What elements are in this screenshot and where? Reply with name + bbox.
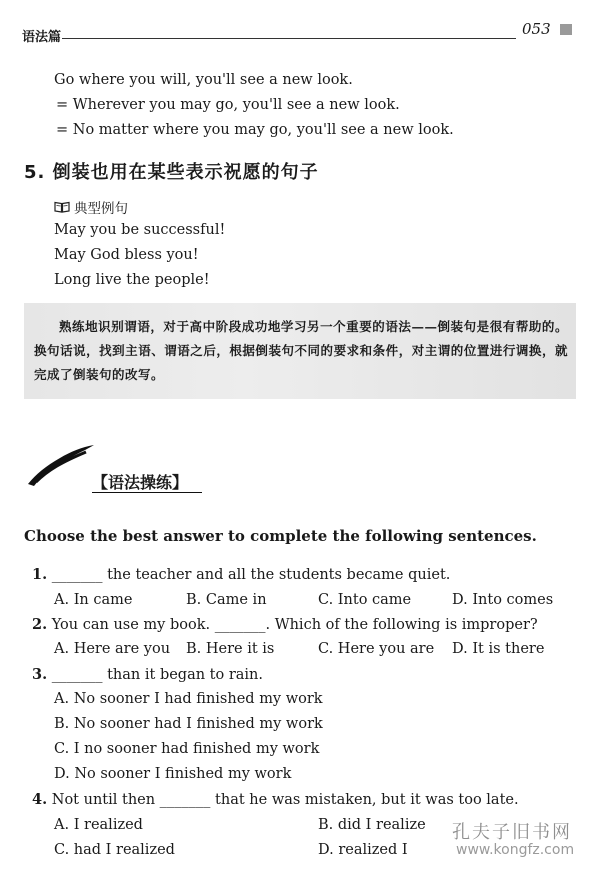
option: C. Into came xyxy=(318,592,412,608)
practice-title: 【语法操练】 xyxy=(92,473,189,492)
example-label-text: 典型例句 xyxy=(74,201,128,217)
question-text: _______ the teacher and all the students became quiet. xyxy=(51,567,451,583)
question xyxy=(32,791,519,809)
question-text: Not until then _______ that he was mistaken, but it was too late. xyxy=(51,792,519,808)
page-number: 053 xyxy=(522,20,551,38)
option: C. had I realized xyxy=(54,842,175,858)
question-number: 3. xyxy=(32,666,48,683)
option: B. Here it is xyxy=(186,641,275,657)
question xyxy=(32,616,538,634)
page-marker-block xyxy=(560,24,572,35)
tip-text: 熟练地识别谓语，对于高中阶段成功地学习另一个重要的语法——倒装句是很有帮助的。换句话说，找到主语、谓语之后，根据倒装句不同的要求和条件，对主谓的位置进行调换，就完成了倒装句的改写。 xyxy=(34,319,568,382)
option: B. Came in xyxy=(186,592,267,608)
question-number: 4. xyxy=(32,791,48,808)
section-title: 5. 倒装也用在某些表示祝愿的句子 xyxy=(24,162,319,183)
option: B. did I realize xyxy=(318,817,426,833)
option: C. Here you are xyxy=(318,641,435,657)
option: B. No sooner had I finished my work xyxy=(54,716,323,732)
watermark-url: www.kongfz.com xyxy=(456,842,575,858)
wish-example: May God bless you! xyxy=(54,247,199,263)
header-rule xyxy=(62,38,516,39)
question xyxy=(32,666,263,684)
question xyxy=(32,566,450,584)
question-number: 2. xyxy=(32,616,48,633)
option: D. It is there xyxy=(452,641,545,657)
wish-example: May you be successful! xyxy=(54,222,226,238)
watermark-text: 孔夫子旧书网 xyxy=(452,822,572,843)
example-line: Go where you will, you'll see a new look. xyxy=(54,72,353,88)
question-number: 1. xyxy=(32,566,48,583)
question-text: You can use my book. _______. Which of the following is improper? xyxy=(51,617,538,633)
practice-title-rule xyxy=(92,492,202,493)
option: C. I no sooner had finished my work xyxy=(54,741,320,757)
option: D. realized I xyxy=(318,842,408,858)
example-line: = Wherever you may go, you'll see a new look. xyxy=(56,97,400,113)
book-icon xyxy=(54,201,70,213)
wish-example: Long live the people! xyxy=(54,272,210,288)
example-line: = No matter where you may go, you'll see a new look. xyxy=(56,122,454,138)
running-head-section: 语法篇 xyxy=(22,30,62,45)
practice-instruction: Choose the best answer to complete the following sentences. xyxy=(24,527,537,545)
option: D. No sooner I finished my work xyxy=(54,766,292,782)
option: D. Into comes xyxy=(452,592,554,608)
option: A. No sooner I had finished my work xyxy=(54,691,323,707)
example-label xyxy=(54,197,128,217)
question-text: _______ than it began to rain. xyxy=(51,667,264,683)
brush-stroke-icon xyxy=(26,444,96,488)
option: A. I realized xyxy=(54,817,143,833)
option: A. In came xyxy=(54,592,133,608)
option: A. Here are you xyxy=(54,641,171,657)
